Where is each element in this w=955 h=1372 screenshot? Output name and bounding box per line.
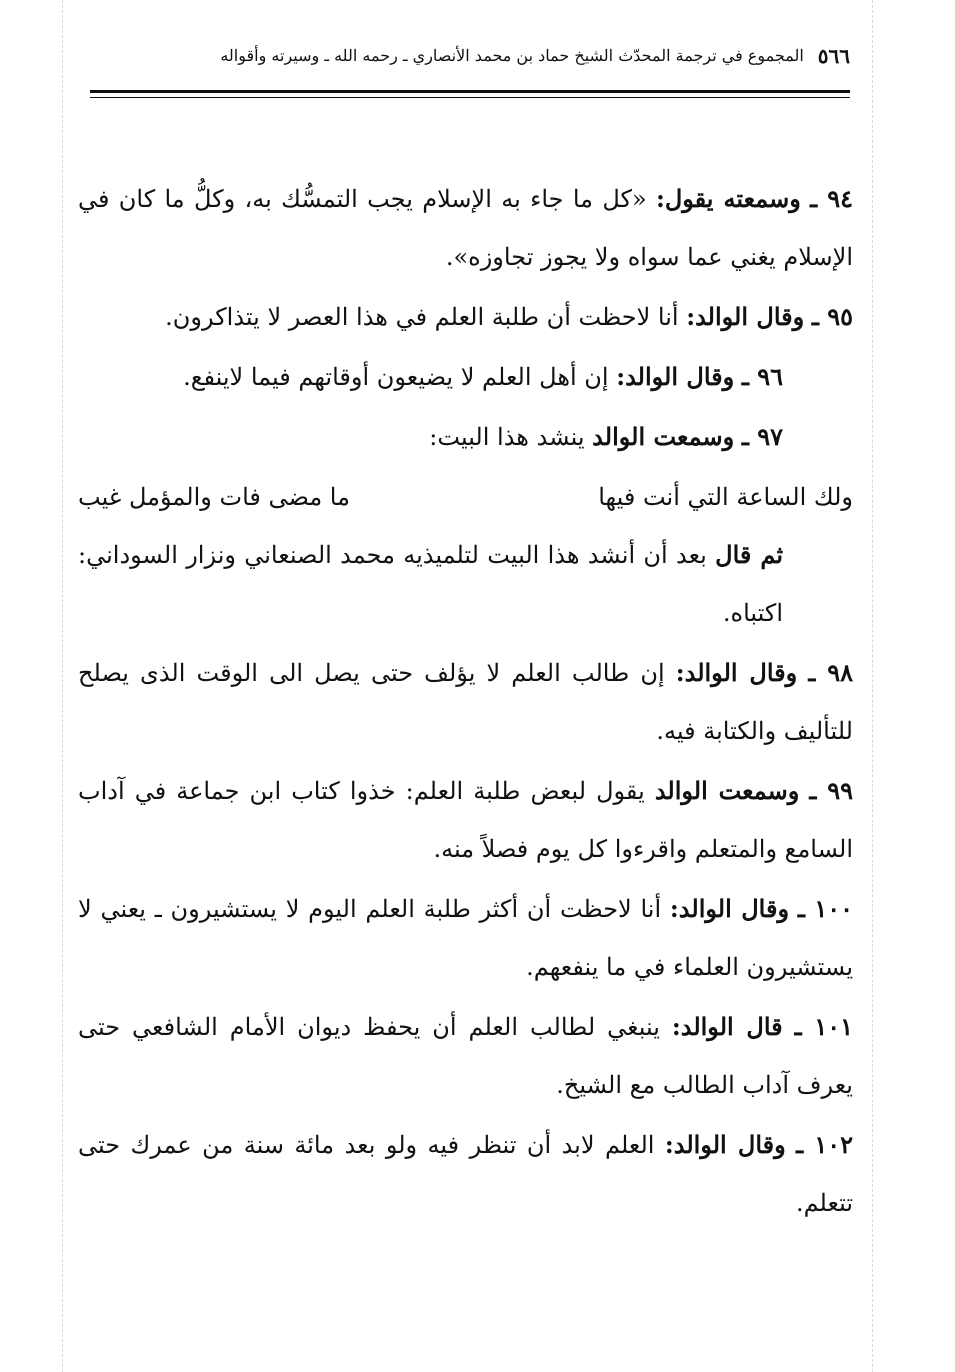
paragraph-after-poem [78, 526, 853, 642]
lead-phrase: وسمعت الوالد [654, 776, 800, 805]
item-number: ٩٩ ـ [809, 776, 854, 805]
item-number: ٩٧ ـ [741, 422, 783, 451]
paragraph-99 [78, 762, 853, 878]
scan-guide-line [872, 0, 873, 1372]
paragraph-95 [78, 288, 853, 346]
paragraph-102 [78, 1116, 853, 1232]
lead-phrase: وقال الوالد: [616, 362, 735, 391]
item-number: ١٠٠ ـ [797, 894, 854, 923]
lead-phrase: وسمعته يقول: [655, 184, 801, 213]
item-number: ١٠٢ ـ [796, 1130, 854, 1159]
poem-hemistich-right: ولك الساعة التي أنت فيها [598, 483, 853, 511]
header-title: المجموع في ترجمة المحدّث الشيخ حماد بن محمد الأنصاري ـ رحمه الله ـ وسيرته وأقواله [220, 46, 804, 65]
poem-hemistich-left: ما مضى فات والمؤمل غيب [78, 483, 350, 511]
header-rule [90, 90, 850, 93]
paragraph-text: بعد أن أنشد هذا البيت لتلميذيه محمد الصنعاني ونزار السوداني: اكتباه. [78, 541, 783, 627]
paragraph-101 [78, 998, 853, 1114]
poem-verse [78, 468, 853, 526]
lead-phrase: وقال الوالد: [664, 1130, 786, 1159]
paragraph-text: يقول لبعض طلبة العلم: خذوا كتاب ابن جماعة في آداب السامع والمتعلم واقرءوا كل يوم فصلاً منه. [78, 777, 853, 863]
lead-phrase: وقال الوالد: [675, 658, 798, 687]
paragraph-text: إن طالب العلم لا يؤلف حتى يصل الى الوقت الذى يصلح للتأليف والكتابة فيه. [78, 659, 853, 745]
item-number: ٩٨ ـ [808, 658, 854, 687]
lead-phrase: قال الوالد: [671, 1012, 783, 1041]
lead-phrase: وقال الوالد: [686, 302, 805, 331]
paragraph-98 [78, 644, 853, 760]
body-text [78, 170, 853, 1234]
lead-phrase: وقال الوالد: [669, 894, 790, 923]
paragraph-96 [78, 348, 853, 406]
scan-guide-line [62, 0, 63, 1372]
paragraph-97 [78, 408, 853, 466]
paragraph-100 [78, 880, 853, 996]
header-rule-thin [90, 97, 850, 98]
paragraph-text: أنا لاحظت أن طلبة العلم في هذا العصر لا يتذاكرون. [165, 303, 687, 331]
item-number: ٩٦ ـ [741, 362, 783, 391]
paragraph-text: ينشد هذا البيت: [429, 423, 593, 451]
paragraph-94 [78, 170, 853, 286]
page-number: ٥٦٦ [817, 44, 850, 68]
item-number: ٩٥ ـ [811, 302, 853, 331]
paragraph-text: إن أهل العلم لا يضيعون أوقاتهم فيما لاينفع. [183, 363, 617, 391]
lead-phrase: وسمعت الوالد [592, 422, 735, 451]
lead-phrase: ثم قال [715, 540, 784, 569]
paragraph-text: ينبغي لطالب العلم أن يحفظ ديوان الأمام الشافعي حتى يعرف آداب الطالب مع الشيخ. [78, 1013, 853, 1099]
item-number: ٩٤ ـ [810, 184, 853, 213]
paragraph-text: أنا لاحظت أن أكثر طلبة العلم اليوم لا يستشيرون ـ يعني لا يستشيرون العلماء في ما ينفعهم. [78, 895, 853, 981]
running-header [160, 36, 850, 76]
paragraph-text: العلم لابد أن تنظر فيه ولو بعد مائة سنة من عمرك حتى تتعلم. [78, 1131, 853, 1217]
item-number: ١٠١ ـ [794, 1012, 853, 1041]
paragraph-text: «كل ما جاء به الإسلام يجب التمسُّك به، وكلُّ ما كان في الإسلام يغني عما سواه ولا يجوز تجاوزه». [78, 185, 853, 271]
